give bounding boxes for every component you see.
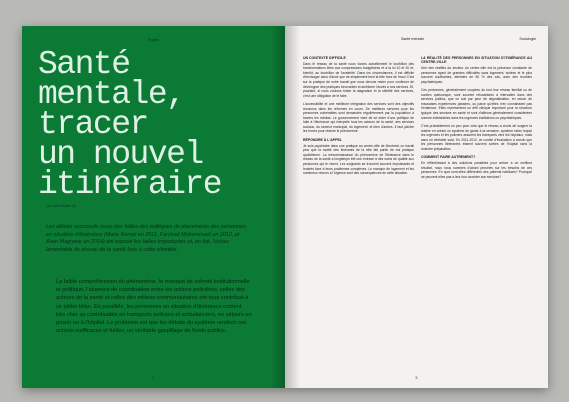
section-heading: LA RÉALITÉ DES PERSONNES EN SITUATION D'ITINÉRANCE AU CENTRE-VILLE [421,56,532,65]
section-heading: UN CONTEXTE DIFFICILE [303,56,346,60]
section-text: Dans le réseau de la santé nous vivons actuellement le tourbillon des transformations liées aux compressions budgétaires et à la loi 10 et 20 et, bientôt, au tourbillon de l'austérité. Dans les circonstances, il est difficile d'envisager alors d'avoir que de simplement tenir la tête hors de l'eau! C'est sur la pratique de notre travail que nous devons rester pour continuer de développer des pratiques innovantes et améliorer l'accès à nos services. Et, pourtant, si nous voulons briser la stagnation et la stérilité des services, c'est une obligation de le faire. [303,61,414,98]
text-column-2 [421,56,532,183]
section-text: L'accessibilité et une meilleure intégration des services sont des objectifs reconnus dans les réformes en cours. De meilleurs services pour les personnes vulnérables sont demandés régulièrement par la population à travers les médias. Le gouvernement vient de se doter d'une politique de lutte à l'itinérance qui interpelle tous les acteurs de la santé, des services sociaux, du secteur municipal, du logement, et bien d'autres. Il faut joindre les forces pour réduire le phénomène. [303,102,414,134]
section-heading: RÉPONDRE À L'APPEL [303,138,342,142]
section-text: C'est probablement un peu pour cela que le réseau a choisi de soigner la misère en créant un système de garde à la semaine, système selon lequel les urgences et les policiers assurent les transports vers les hôpitaux, mais sans un véritable suivi. En 2011-2012, ce comité d'évaluation a conclu que les personnes itinérantes étaient souvent sorties de l'hôpital sans la moindre préparation. [421,124,532,151]
section-text: En réfléchissant à des solutions possibles pour arriver à un meilleur résultat, nous nous sommes d'abord penchés sur les besoins de ces personnes. En quoi sont-elles différentes des patients habituels? Pourquoi ne peuvent-elles pas à leur tour accéder aux services? [421,161,532,179]
section-heading: COMMENT FAIRE AUTREMENT? [421,155,476,160]
section-text: Je suis psychiatre dans une pratique au centre-ville de Montréal; ce travail plus que la moitié des itinérants de la ville fait partie de ma pratique quotidienne. La méconnaissance du phénomène de l'itinérance dans le réseau de la santé a longtemps été une entrave à des soins de qualité aux personnes qui le vivent. Les soignants se trouvent souvent impuissants et frustrés face à leurs problèmes complexes. Le manque de logement et les nombreux retours à l'urgence sont des conséquences de cette situation. [303,143,414,176]
title-line: mentale, [38,76,185,113]
text-column-1 [303,56,414,180]
section-text: Ces personnes, généralement coupées du tout leur réseau familial ou de soutien quelconque, sont souvent relocalisées à intervalles dans des services publics, que ce soit par peur de stigmatisation, en raison de mauvaises expériences passées, ou parce qu'elles n'en connaissent pas l'existence. Elles représentent un défi clinique important pour la structure typique des services en santé et sont d'ailleurs généralement considérées comme indésirables dans les urgences institutions ou psychiatriques. [421,88,532,120]
body-paragraph: La faible compréhension du phénomène, le manque de volonté institutionnelle et politique, l'absence de coordination entre les actions policières, celles des acteurs de la santé et celles des milieux communautaires ont tous contribué à ce piètre bilan. En parallèle, les personnes en situation d'itinérance coûtent très cher au contribuable en transports policiers et ambulanciers, en séjours en prison ou à l'hôpital. Le problème est que les débats du système rendent ces actions inefficaces et futiles, un véritable gaspillage de fonds publics. [56,279,252,335]
magazine-spread [22,26,548,388]
right-page [285,26,548,388]
title-line: un nouvel [38,136,203,173]
running-head-left: Projets [148,38,159,42]
page-number-left: 4 [152,376,155,380]
left-page [22,26,285,388]
article-title [38,46,278,203]
section-text: Une des réalités du secteur du centre-ville est la présence constante de personnes ayant de grandes difficultés sans logement, isolées et le plus souvent souffrantes, atteintes de 50 % des cas, avec des troubles psychiatriques. [421,66,532,84]
running-head-right: Sociologie [519,37,536,41]
running-head-center: Santé mentale [401,37,425,41]
byline: par Céline Mattéo (ill) [46,204,77,208]
title-line: Santé [38,46,130,83]
page-number-right: 5 [415,376,418,380]
title-line: itinéraire [38,166,222,203]
intro-paragraph: Les débats successifs issus des failles des politiques de placements des personnes en situation d'itinérance (Marie Kernel en 2011, Farshad Mohammadi en 2012, et Alain Magnane en 2014) ont exposé les failles importantes et, en fait, l'échec lamentable du réseau de la santé face à cette clientèle. [46,224,246,253]
title-line: tracer [38,106,148,143]
